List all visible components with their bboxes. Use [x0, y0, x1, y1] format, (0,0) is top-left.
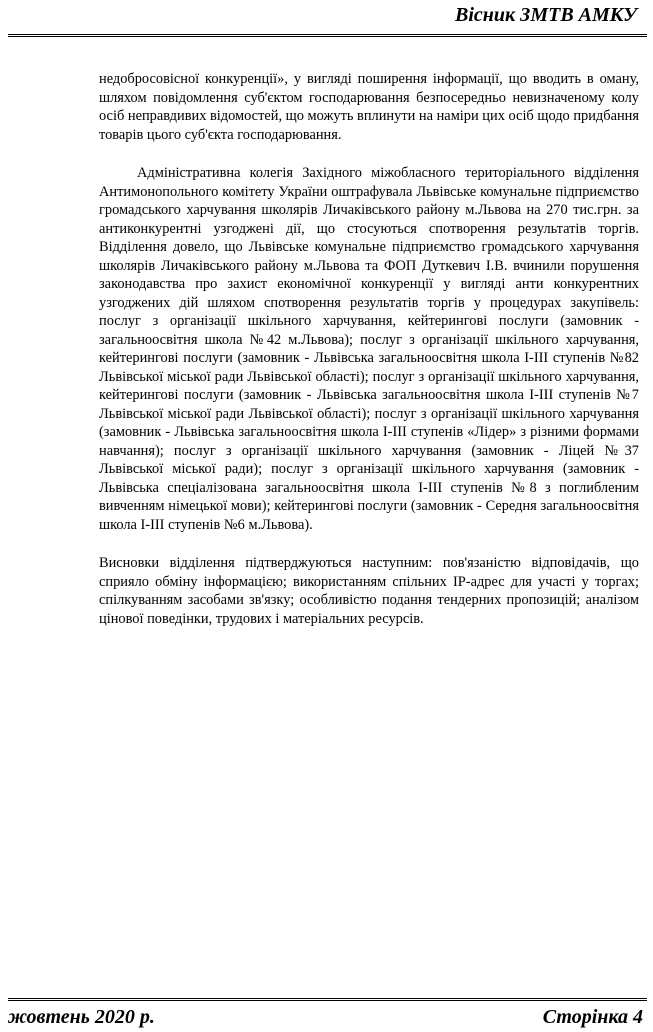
header-divider	[8, 34, 647, 37]
paragraph-3: Висновки відділення підтверджуються наступним: пов'язаністю відповідачів, що сприяло обміну інформацією; використанням спільних IP-адрес для участі у торгах; спілкуванням засобами зв'язку; особливістю подання тендерних пропозицій; аналізом цінової поведінки, трудових і матеріальних ресурсів.	[99, 555, 639, 627]
footer-divider	[8, 998, 647, 1001]
page-number: Сторінка 4	[542, 1006, 643, 1028]
article-body	[99, 70, 639, 628]
journal-title: Вісник ЗМТВ АМКУ	[455, 4, 637, 26]
paragraph-1: недобросовісної конкуренції», у вигляді поширення інформації, що вводить в оману, шляхом повідомлення суб'єктом господарювання безпосередньо невизначеному колу осіб неправдивих відомостей, що можуть вплинути на наміри цих осіб щодо придбання товарів цього суб'єкта господарювання.	[99, 71, 639, 143]
paragraph-2: Адміністративна колегія Західного міжобласного територіального відділення Антимонопольного комітету України оштрафувала Львівське комунальне підприємство громадського харчування школярів Личаківського району м.Львова на 270 тис.грн. за антиконкурентні узгоджені дії, що стосуються спотворення результатів торгів. Відділення довело, що Львівське комунальне підприємство громадського харчування школярів Личаківського району м.Львова та ФОП Дуткевич І.В. вчинили порушення законодавства про захист економічної конкуренції у вигляді анти конкурентних узгоджених дій шляхом спотворення результатів торгів у процедурах закупівель: послуг з організації шкільного харчування, кейтерингові послуги (замовник - загальноосвітня школа №42 м.Львова); послуг з організації шкільного харчування, кейтерингові послуги (замовник - Львівська загальноосвітня школа І-ІІІ ступенів №82 Львівської міської ради Львівської області); послуг з організації шкільного харчування, кейтерингові послуги (замовник - Львівська загальноосвітня школа І-ІІІ ступенів №7 Львівської міської ради Львівської області); послуг з організації шкільного харчування (замовник - Львівська загальноосвітня школа І-ІІІ ступенів «Лідер» з різними формами навчання); послуг з організації шкільного харчування (замовник - Ліцей №37 Львівської міської ради); послуг з організації шкільного харчування (замовник - Львівська спеціалізована загальноосвітня школа І-ІІІ ступенів №8 з поглибленим вивченням німецької мови); кейтерингові послуги (замовник - Середня загальноосвітня школа І-ІІІ ступенів №6 м.Львова).	[99, 165, 639, 533]
issue-date: жовтень 2020 р.	[8, 1006, 155, 1028]
